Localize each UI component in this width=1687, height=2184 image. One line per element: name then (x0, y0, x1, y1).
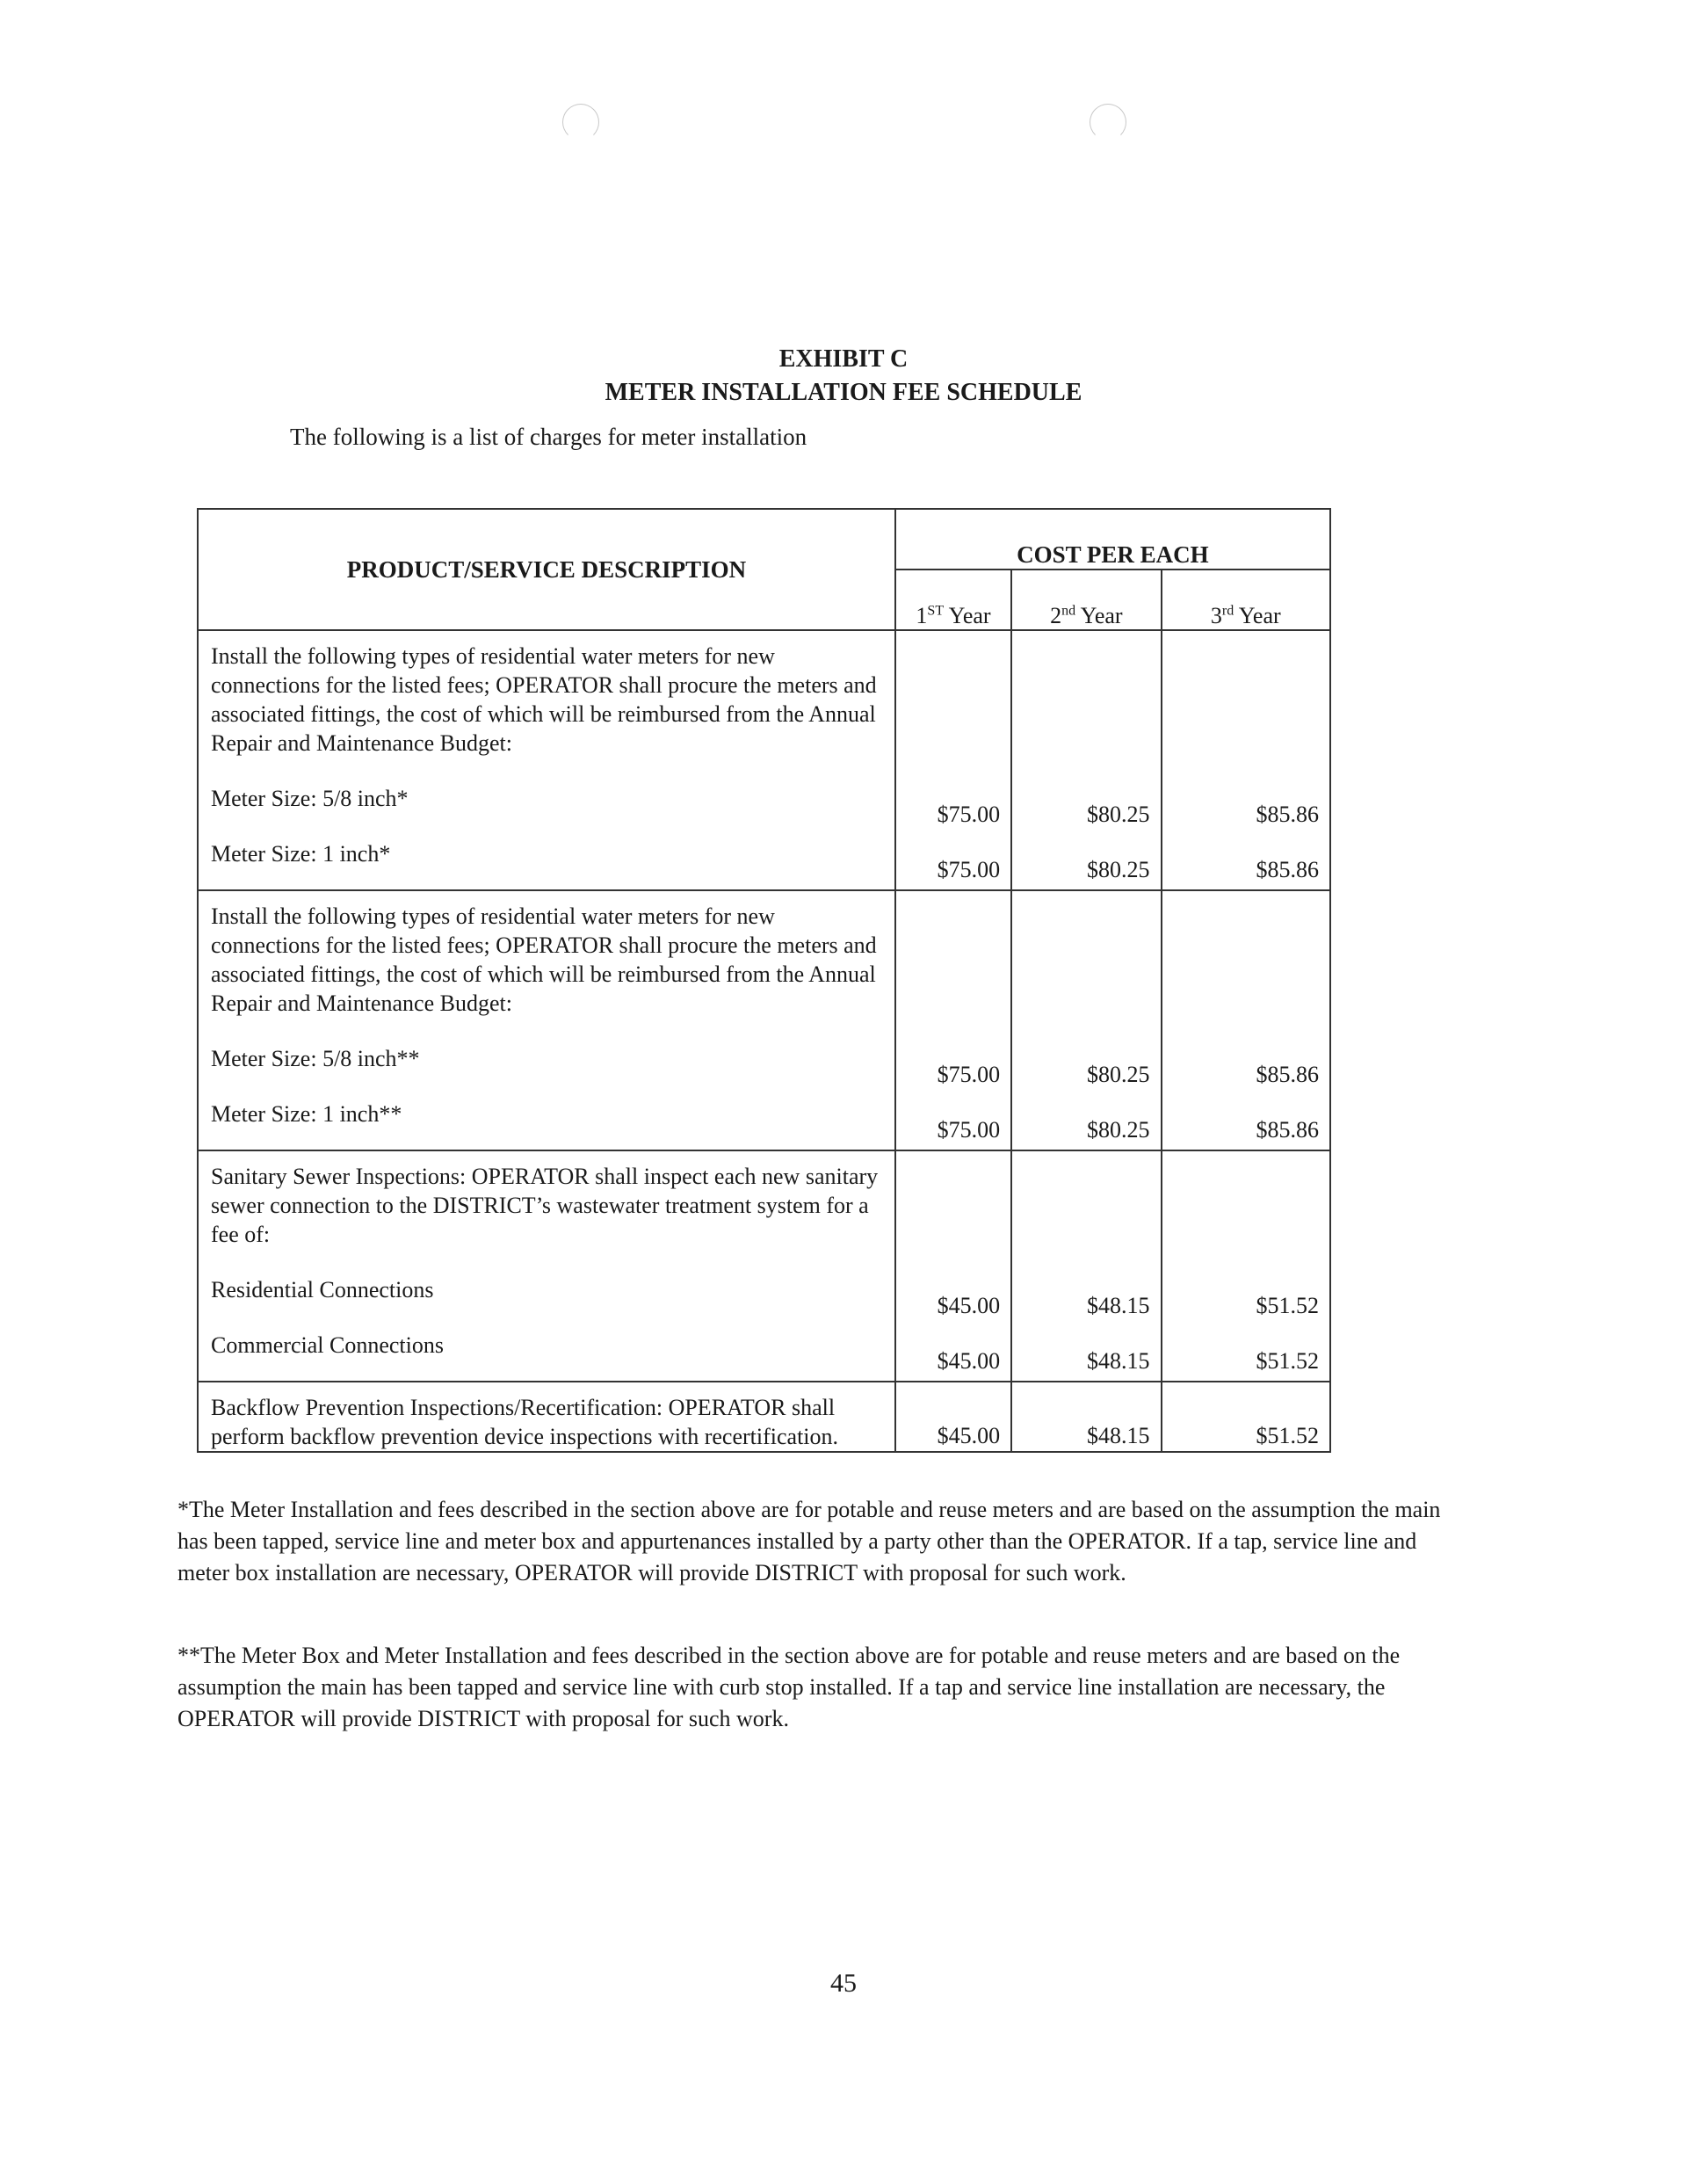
price-cell-year1 (895, 890, 1011, 1150)
price-value: $85.86 (1256, 1062, 1319, 1087)
year-header-1: 1ST Year (895, 570, 1011, 630)
title-block (0, 343, 1687, 410)
price-value: $75.00 (937, 802, 1001, 827)
table-row (198, 1382, 1330, 1452)
price-value: $51.52 (1256, 1348, 1319, 1374)
price-value: $80.25 (1087, 1117, 1150, 1143)
line-item-label: Meter Size: 1 inch** (211, 1101, 402, 1127)
table-row (198, 890, 1330, 1150)
footnote-single-star: *The Meter Installation and fees described in the section above are for potable and reuse meters and are based on the assumption the main has been tapped, service line and meter box and appurtenances installed by a party other than the OPERATOR. If a tap, service line and meter box installation are necessary, OPERATOR will provide DISTRICT with proposal for such work. (177, 1497, 1441, 1585)
year-header-2: 2nd Year (1011, 570, 1161, 630)
column-header-cost: COST PER EACH (895, 509, 1330, 570)
table-row (198, 1150, 1330, 1382)
line-item-label: Residential Connections (211, 1277, 434, 1302)
line-item-label: Meter Size: 1 inch* (211, 841, 391, 867)
line-item-label: Commercial Connections (211, 1332, 445, 1358)
price-value: $48.15 (1087, 1293, 1150, 1318)
price-cell-year2 (1011, 1150, 1161, 1382)
backflow-price-year3: $51.52 (1162, 1382, 1330, 1452)
section-description: Install the following types of residential water meters for new connections for the listed fees; OPERATOR shall procure the meters and associated fittings, the cost of which will be reimbursed from the Annual Repair and Maintenance Budget: (211, 643, 877, 756)
price-value: $75.00 (937, 1062, 1001, 1087)
exhibit-label: EXHIBIT C (778, 345, 909, 373)
price-cell-year2 (1011, 630, 1161, 890)
price-cell-year2 (1011, 890, 1161, 1150)
price-value: $75.00 (937, 1117, 1001, 1143)
backflow-price-year2: $48.15 (1011, 1382, 1161, 1452)
backflow-description: Backflow Prevention Inspections/Recertification: OPERATOR shall perform backflow prevention device inspections with recertification. (198, 1382, 895, 1452)
price-cell-year3 (1162, 890, 1330, 1150)
price-cell-year3 (1162, 1150, 1330, 1382)
price-value: $75.00 (937, 857, 1001, 882)
price-value: $45.00 (937, 1293, 1001, 1318)
footnote-double-star: **The Meter Box and Meter Installation and fees described in the section above are for potable and reuse meters and are based on the assumption the main has been tapped and service line with curb stop installed. If a tap and service line installation are necessary, the OPERATOR will provide DISTRICT with proposal for such work. (177, 1643, 1401, 1731)
page-number: 45 (830, 1969, 857, 1998)
punch-hole-right (1090, 104, 1126, 141)
year-header-3: 3rd Year (1162, 570, 1330, 630)
price-value: $80.25 (1087, 1062, 1150, 1087)
table-row (198, 630, 1330, 890)
line-item-label: Meter Size: 5/8 inch* (211, 786, 409, 811)
price-value: $80.25 (1087, 802, 1150, 827)
page-title: METER INSTALLATION FEE SCHEDULE (605, 379, 1082, 406)
price-value: $48.15 (1087, 1348, 1150, 1374)
section-description: Install the following types of residential water meters for new connections for the listed fees; OPERATOR shall procure the meters and associated fittings, the cost of which will be reimbursed from the Annual Repair and Maintenance Budget: (211, 903, 877, 1016)
section-description-cell (198, 630, 895, 890)
section-description-cell (198, 1150, 895, 1382)
price-value: $80.25 (1087, 857, 1150, 882)
price-value: $45.00 (937, 1348, 1001, 1374)
backflow-price-year1: $45.00 (895, 1382, 1011, 1452)
price-value: $51.52 (1256, 1293, 1319, 1318)
intro-text: The following is a list of charges for meter installation (290, 424, 807, 450)
table-header-row (198, 509, 1330, 570)
price-value: $85.86 (1256, 1117, 1319, 1143)
fee-schedule-table (197, 508, 1331, 1453)
price-cell-year1 (895, 630, 1011, 890)
price-value: $85.86 (1256, 802, 1319, 827)
punch-hole-left (562, 104, 599, 141)
column-header-description: PRODUCT/SERVICE DESCRIPTION (198, 509, 895, 630)
section-description-cell (198, 890, 895, 1150)
price-value: $85.86 (1256, 857, 1319, 882)
price-cell-year3 (1162, 630, 1330, 890)
section-description: Sanitary Sewer Inspections: OPERATOR shall inspect each new sanitary sewer connection to the DISTRICT’s wastewater treatment system for a fee of: (211, 1164, 879, 1247)
price-cell-year1 (895, 1150, 1011, 1382)
line-item-label: Meter Size: 5/8 inch** (211, 1046, 420, 1071)
